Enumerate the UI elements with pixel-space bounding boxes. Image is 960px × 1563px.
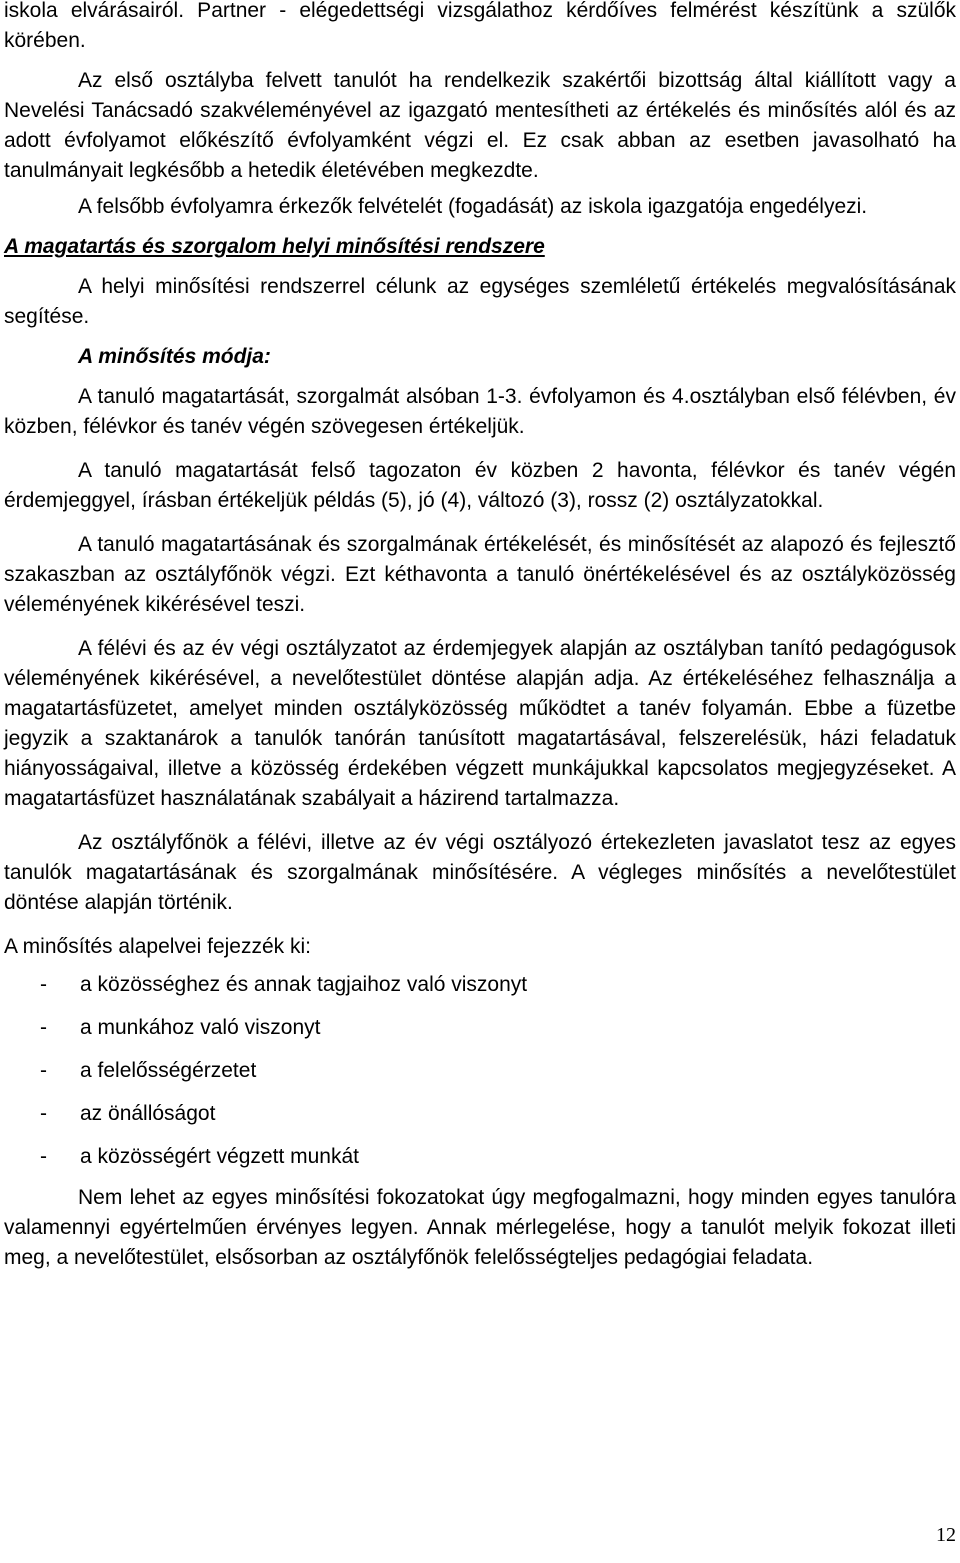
subheading-rating-method: A minősítés módja: bbox=[78, 345, 271, 368]
paragraph-upper-grade-admission: A felsőbb évfolyamra érkezők felvételét (fogadását) az iskola igazgatója engedélyezi. bbox=[78, 195, 868, 218]
paragraph-upper-grades-rating: A tanuló magatartását felső tagozaton év közben 2 havonta, félévkor és tanév végén érdemjeggyel, írásban értékeljük példás (5), jó (4), változó (3), rossz (2) osztályzatokkal. bbox=[4, 459, 956, 512]
paragraph-first-grade-exemption: Az első osztályba felvett tanulót ha rendelkezik szakértői bizottság által kiállított vagy a Nevelési Tanácsadó szakvéleményével az igazgató mentesítheti az értékelés és minősítés alól és az adott évfolyamot előkészítő évfolyamként végzi el. Ez csak abban az esetben javasolható ha tanulmányait legkésőbb a hetedik életévében megkezdte. bbox=[4, 69, 956, 182]
list-item: - a közösségért végzett munkát bbox=[40, 1145, 359, 1168]
paragraph-rating-goal: A helyi minősítési rendszerrel célunk az egységes szemléletű értékelés megvalósításának segítése. bbox=[4, 275, 956, 328]
document-page bbox=[4, 0, 956, 1273]
list-item: - a munkához való viszonyt bbox=[40, 1016, 321, 1039]
paragraph-staff-meeting-proposal: Az osztályfőnök a félévi, illetve az év végi osztályozó értekezleten javaslatot tesz az egyes tanulók magatartásának és szorgalmának minősítésére. A végleges minősítés a nevelőtestület döntése alapján történik. bbox=[4, 831, 956, 914]
list-item: - a felelősségérzetet bbox=[40, 1059, 257, 1082]
page-number: 12 bbox=[936, 1524, 956, 1546]
paragraph-lower-grades-rating: A tanuló magatartását, szorgalmát alsóban 1-3. évfolyamon és 4.osztályban első félévben, év közben, félévkor és tanév végén szövegesen értékeljük. bbox=[4, 385, 956, 438]
section-heading-behavior-rating-system: A magatartás és szorgalom helyi minősítési rendszere bbox=[4, 235, 545, 258]
paragraph-rating-levels-note: Nem lehet az egyes minősítési fokozatokat úgy megfogalmazni, hogy minden egyes tanulóra valamennyi egyértelműen érvényes legyen. Annak mérlegelése, hogy a tanulót melyik fokozat illeti meg, a nevelőtestület, elsősorban az osztályfőnök felelősségteljes pedagógiai feladata. bbox=[4, 1186, 956, 1269]
principles-list bbox=[4, 970, 956, 1172]
paragraph-partner-survey: iskola elvárásairól. Partner - elégedettségi vizsgálathoz kérdőíves felmérést készítünk a szülők körében. bbox=[4, 0, 956, 52]
list-item: - a közösséghez és annak tagjaihoz való viszonyt bbox=[40, 973, 528, 996]
list-item: - az önállóságot bbox=[40, 1102, 216, 1125]
paragraph-class-teacher-evaluation: A tanuló magatartásának és szorgalmának értékelését, és minősítését az alapozó és fejlesztő szakaszban az osztályfőnök végzi. Ezt kéthavonta a tanuló önértékelésével és az osztályközösség véleményének kikérésével teszi. bbox=[4, 533, 956, 616]
paragraph-semester-grades: A félévi és az év végi osztályzatot az érdemjegyek alapján az osztályban tanító pedagógusok véleményének kikérésével, a nevelőtestület döntése alapján adja. Az értékeléséhez felhasználja a magatartásfüzetet, amelyet minden osztályközösség működtet a tanév folyamán. Ebbe a füzetbe jegyzik a szaktanárok a tanulók tanórán tanúsított magatartásával, felszerelésük, házi feladatuk hiányosságaival, illetve a közösség érdekében végzett munkájukkal kapcsolatos megjegyzéseket. A magatartásfüzet használatának szabályait a házirend tartalmazza. bbox=[4, 637, 956, 810]
paragraph-principles-intro: A minősítés alapelvei fejezzék ki: bbox=[4, 935, 311, 958]
